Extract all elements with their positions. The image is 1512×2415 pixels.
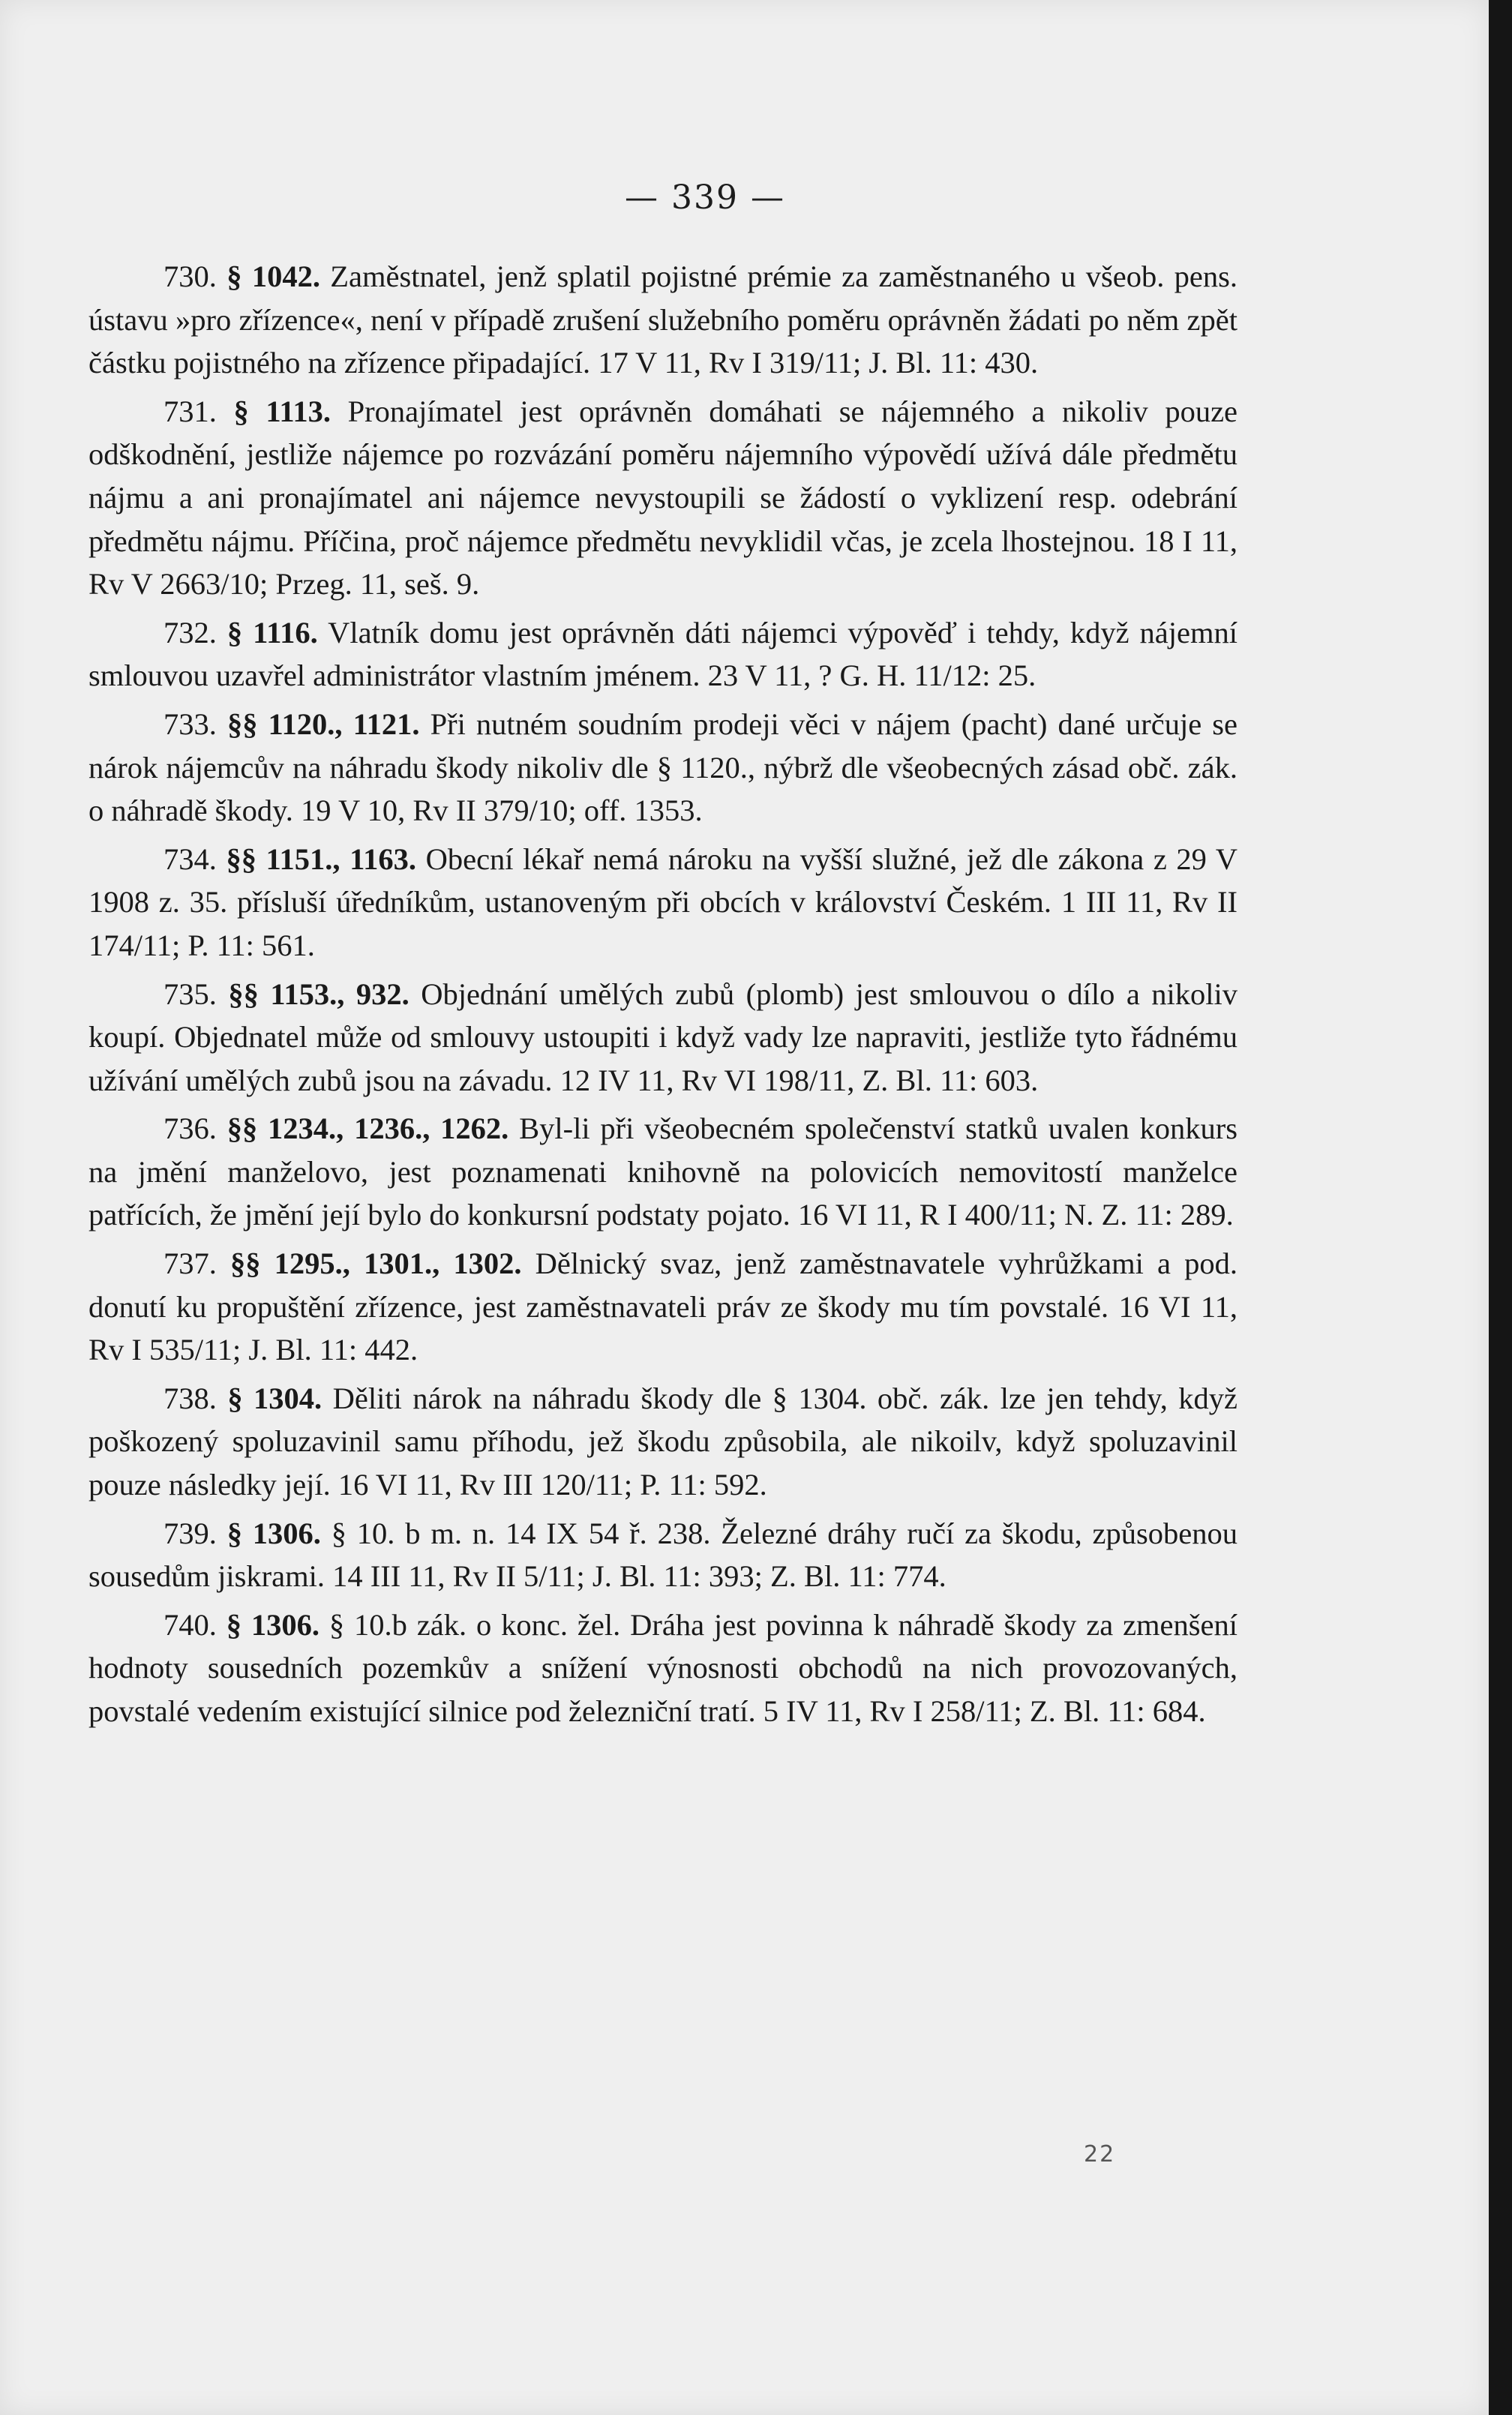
entry-text: § 10.b zák. o konc. žel. Dráha jest povinna k náhradě škody za zmenšení hodnoty sousedních pozemkův a snížení výnosnosti obchodů na nich provozovaných, povstalé vedením existující silnice pod železniční tratí. 5 IV 11, Rv I 258/11; Z. Bl. 11: 684. bbox=[88, 1607, 1238, 1728]
entry-730 bbox=[88, 255, 1238, 385]
entry-number: 735. bbox=[164, 976, 217, 1011]
entry-number: 740. bbox=[164, 1607, 217, 1642]
entry-740 bbox=[88, 1604, 1238, 1733]
entry-739 bbox=[88, 1512, 1238, 1598]
entry-number: 732. bbox=[164, 615, 217, 650]
section-sign: § bbox=[226, 1516, 242, 1550]
signature-mark: 22 bbox=[1084, 2141, 1116, 2168]
entry-734 bbox=[88, 838, 1238, 968]
entry-text: Objednání umělých zubů (plomb) jest smlouvou o dílo a nikoliv koupí. Objednatel může od smlouvy ustoupiti i když vady lze napraviti, jestliže tyto řádnému užívání umělých zubů jsou na závadu. 12 IV 11, Rv VI 198/11, Z. Bl. 11: 603. bbox=[88, 976, 1238, 1097]
section-refs: 1042. bbox=[251, 260, 320, 293]
entry-number: 730. bbox=[164, 260, 217, 293]
section-refs: 1153., 932. bbox=[270, 976, 410, 1011]
page-number: — 339 — bbox=[625, 178, 785, 217]
entry-738 bbox=[88, 1377, 1238, 1507]
entry-number: 739. bbox=[164, 1516, 217, 1550]
section-sign: § bbox=[233, 394, 249, 428]
entry-text: § 10. b m. n. 14 IX 54 ř. 238. Železné dráhy ručí za škodu, způsobenou sousedům jiskrami. 14 III 11, Rv II 5/11; J. Bl. 11: 393; Z. Bl. 11: 774. bbox=[88, 1516, 1238, 1594]
section-refs: 1234., 1236., 1262. bbox=[268, 1112, 509, 1146]
section-refs: 1306. bbox=[250, 1607, 320, 1642]
entry-number: 736. bbox=[164, 1112, 217, 1146]
section-refs: 1306. bbox=[252, 1516, 321, 1550]
entry-733 bbox=[88, 703, 1238, 832]
section-sign: §§ bbox=[226, 842, 256, 876]
entry-737 bbox=[88, 1242, 1238, 1372]
entry-number: 734. bbox=[164, 842, 217, 876]
section-refs: 1116. bbox=[253, 615, 318, 650]
section-refs: 1295., 1301., 1302. bbox=[274, 1246, 522, 1281]
entry-number: 737. bbox=[164, 1246, 217, 1281]
page-body bbox=[88, 255, 1238, 1738]
entry-number: 733. bbox=[164, 706, 217, 741]
section-sign: § bbox=[227, 1381, 243, 1415]
section-sign: § bbox=[226, 260, 242, 293]
entry-text: Obecní lékař nemá nároku na vyšší služné, jež dle zákona z 29 V 1908 z. 35. přísluší úředníkům, ustanoveným při obcích v království Českém. 1 III 11, Rv II 174/11; P. 11: 561. bbox=[88, 842, 1238, 962]
entry-number: 738. bbox=[164, 1381, 217, 1415]
entry-731 bbox=[88, 390, 1238, 606]
section-refs: 1151., 1163. bbox=[266, 842, 417, 876]
entry-732 bbox=[88, 611, 1238, 698]
section-sign: § bbox=[226, 615, 243, 650]
section-sign: § bbox=[226, 1607, 242, 1642]
entry-number: 731. bbox=[164, 394, 217, 428]
section-sign: §§ bbox=[226, 1112, 258, 1146]
section-sign: §§ bbox=[230, 1246, 261, 1281]
entry-text: Byl-li při všeobecném společenství statků uvalen konkurs na jmění manželovo, jest poznamenati knihovně na polovicích nemovitostí manželce patřících, že jmění její bylo do konkursní podstaty pojato. 16 VI 11, R I 400/11; N. Z. 11: 289. bbox=[88, 1112, 1238, 1232]
entry-735 bbox=[88, 973, 1238, 1102]
section-refs: 1113. bbox=[266, 394, 332, 428]
entry-736 bbox=[88, 1107, 1238, 1237]
entry-text: Vlatník domu jest oprávněn dáti nájemci výpověď i tehdy, když nájemní smlouvou uzavřel administrátor vlastním jménem. 23 V 11, ? G. H. 11/12: 25. bbox=[88, 615, 1238, 693]
entry-text: Zaměstnatel, jenž splatil pojistné prémie za zaměstnaného u všeob. pens. ústavu »pro zřízence«, není v případě zrušení služebního poměru oprávněn žádati po něm zpět částku pojistného na zřízence připadající. 17 V 11, Rv I 319/11; J. Bl. 11: 430. bbox=[88, 260, 1238, 380]
entry-text: Dělnický svaz, jenž zaměstnavatele vyhrůžkami a pod. donutí ku propuštění zřízence, jest zaměstnavateli práv ze škody mu tím povstalé. 16 VI 11, Rv I 535/11; J. Bl. 11: 442. bbox=[88, 1246, 1238, 1367]
section-refs: 1304. bbox=[254, 1381, 322, 1415]
entry-text: Při nutném soudním prodeji věci v nájem (pacht) dané určuje se nárok nájemcův na náhradu škody nikoliv dle § 1120., nýbrž dle všeobecných zásad obč. zák. o náhradě škody. 19 V 10, Rv II 379/10; off. 1353. bbox=[88, 706, 1238, 828]
scan-border bbox=[1489, 0, 1512, 2415]
entry-text: Děliti nárok na náhradu škody dle § 1304. obč. zák. lze jen tehdy, když poškozený spoluzavinil samu příhodu, jež škodu způsobila, ale nikoilv, když spoluzavinil pouze následky její. 16 VI 11, Rv III 120/11; P. 11: 592. bbox=[88, 1381, 1238, 1502]
entry-text: Pronajímatel jest oprávněn domáhati se nájemného a nikoliv pouze odškodnění, jestliže nájemce po rozvázání poměru nájemního výpovědí užívá dále předmětu nájmu a ani pronajímatel ani nájemce nevystoupili se žádostí o vyklizení resp. odebrání předmětu nájmu. Příčina, proč nájemce předmětu nevyklidil včas, je zcela lhostejnou. 18 I 11, Rv V 2663/10; Przeg. 11, seš. 9. bbox=[88, 394, 1238, 602]
section-sign: §§ bbox=[228, 976, 259, 1011]
section-sign: §§ bbox=[226, 706, 258, 741]
section-refs: 1120., 1121. bbox=[268, 706, 420, 741]
